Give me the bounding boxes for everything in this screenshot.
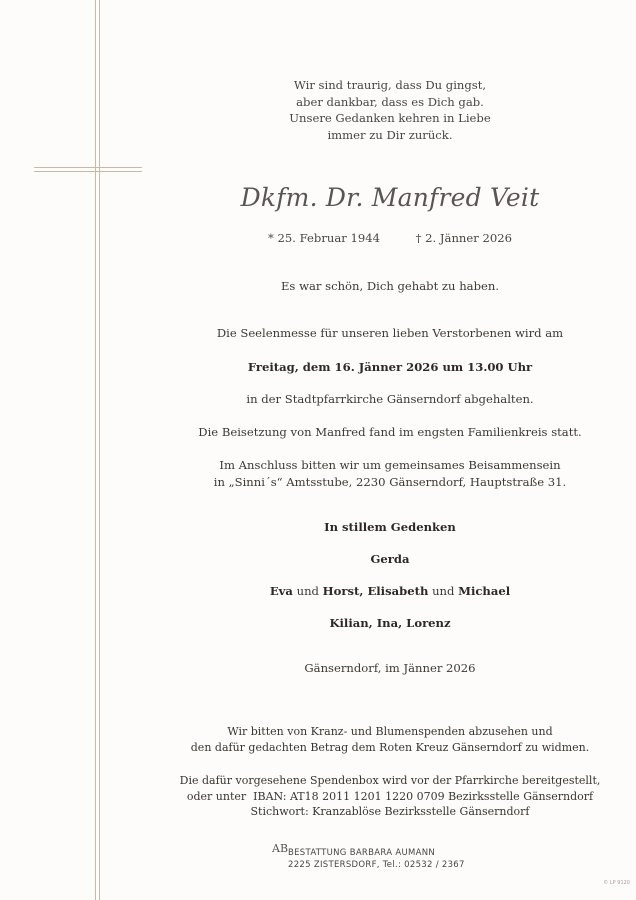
funeral-home-address: 2225 ZISTERSDORF, Tel.: 02532 / 2367 (288, 860, 465, 870)
gathering-line: in „Sinni´s“ Amtsstube, 2230 Gänserndorf, Hauptstraße 31. (213, 474, 567, 489)
donation-line: Stichwort: Kranzablöse Bezirksstelle Gänserndorf (250, 805, 530, 818)
mourners-heading: In stillem Gedenken (324, 520, 456, 534)
death-date: † 2. Jänner 2026 (415, 231, 512, 245)
poem-line: Unsere Gedanken kehren in Liebe (289, 111, 491, 125)
poem-line: immer zu Dir zurück. (327, 127, 453, 142)
poem (160, 77, 620, 143)
donation-line: den dafür gedachten Betrag dem Roten Kreuz Gänserndorf zu widmen. (190, 740, 590, 754)
mourner-name: Michael (458, 584, 511, 598)
poem-line: aber dankbar, dass es Dich gab. (296, 94, 484, 109)
gathering-note (160, 457, 620, 490)
separator: , (359, 584, 368, 598)
mourner-name: Elisabeth (367, 584, 429, 598)
funeral-home-name: BESTATTUNG BARBARA AUMANN (288, 848, 436, 858)
conjunction: und (428, 584, 459, 598)
mourners-children (160, 583, 620, 600)
funeral-home-info (288, 847, 465, 871)
funeral-home-logo: AB (272, 842, 289, 855)
life-dates (160, 231, 620, 245)
burial-note: Die Beisetzung von Manfred fand im engsten Familienkreis statt. (198, 425, 582, 439)
birth-date: * 25. Februar 1944 (268, 231, 380, 245)
conjunction: und (292, 584, 323, 598)
cross-horizontal-line (34, 167, 142, 168)
print-code: © LP 9120 (603, 880, 630, 886)
farewell-message: Es war schön, Dich gehabt zu haben. (280, 279, 500, 293)
mourner-name: Horst (322, 584, 360, 598)
mourner-name: Eva (269, 584, 293, 598)
gathering-line: Im Anschluss bitten wir um gemeinsames Beisammensein (219, 458, 561, 472)
donation-request (160, 724, 620, 755)
mourners-grandchildren: Kilian, Ina, Lorenz (329, 616, 451, 630)
mourner-gerda: Gerda (370, 552, 410, 566)
cross-vertical-line (95, 0, 96, 900)
donation-details (160, 773, 620, 820)
cross-horizontal-line-lower (34, 171, 142, 172)
service-date: Freitag, dem 16. Jänner 2026 um 13.00 Uhr (247, 360, 533, 374)
place-date: Gänserndorf, im Jänner 2026 (304, 661, 476, 675)
service-location: in der Stadtpfarrkirche Gänserndorf abgehalten. (246, 392, 534, 406)
donation-line: Die dafür vorgesehene Spendenbox wird vor der Pfarrkirche bereitgestellt, (179, 774, 601, 787)
cross-vertical-line-inner (99, 0, 100, 900)
poem-line: Wir sind traurig, dass Du gingst, (293, 78, 487, 92)
donation-line: oder unter IBAN: AT18 2011 1201 1220 0709 Bezirksstelle Gänserndorf (186, 789, 594, 803)
service-intro: Die Seelenmesse für unseren lieben Verstorbenen wird am (216, 326, 564, 340)
donation-line: Wir bitten von Kranz- und Blumenspenden abzusehen und (227, 725, 553, 738)
deceased-name: Dkfm. Dr. Manfred Veit (240, 183, 540, 212)
